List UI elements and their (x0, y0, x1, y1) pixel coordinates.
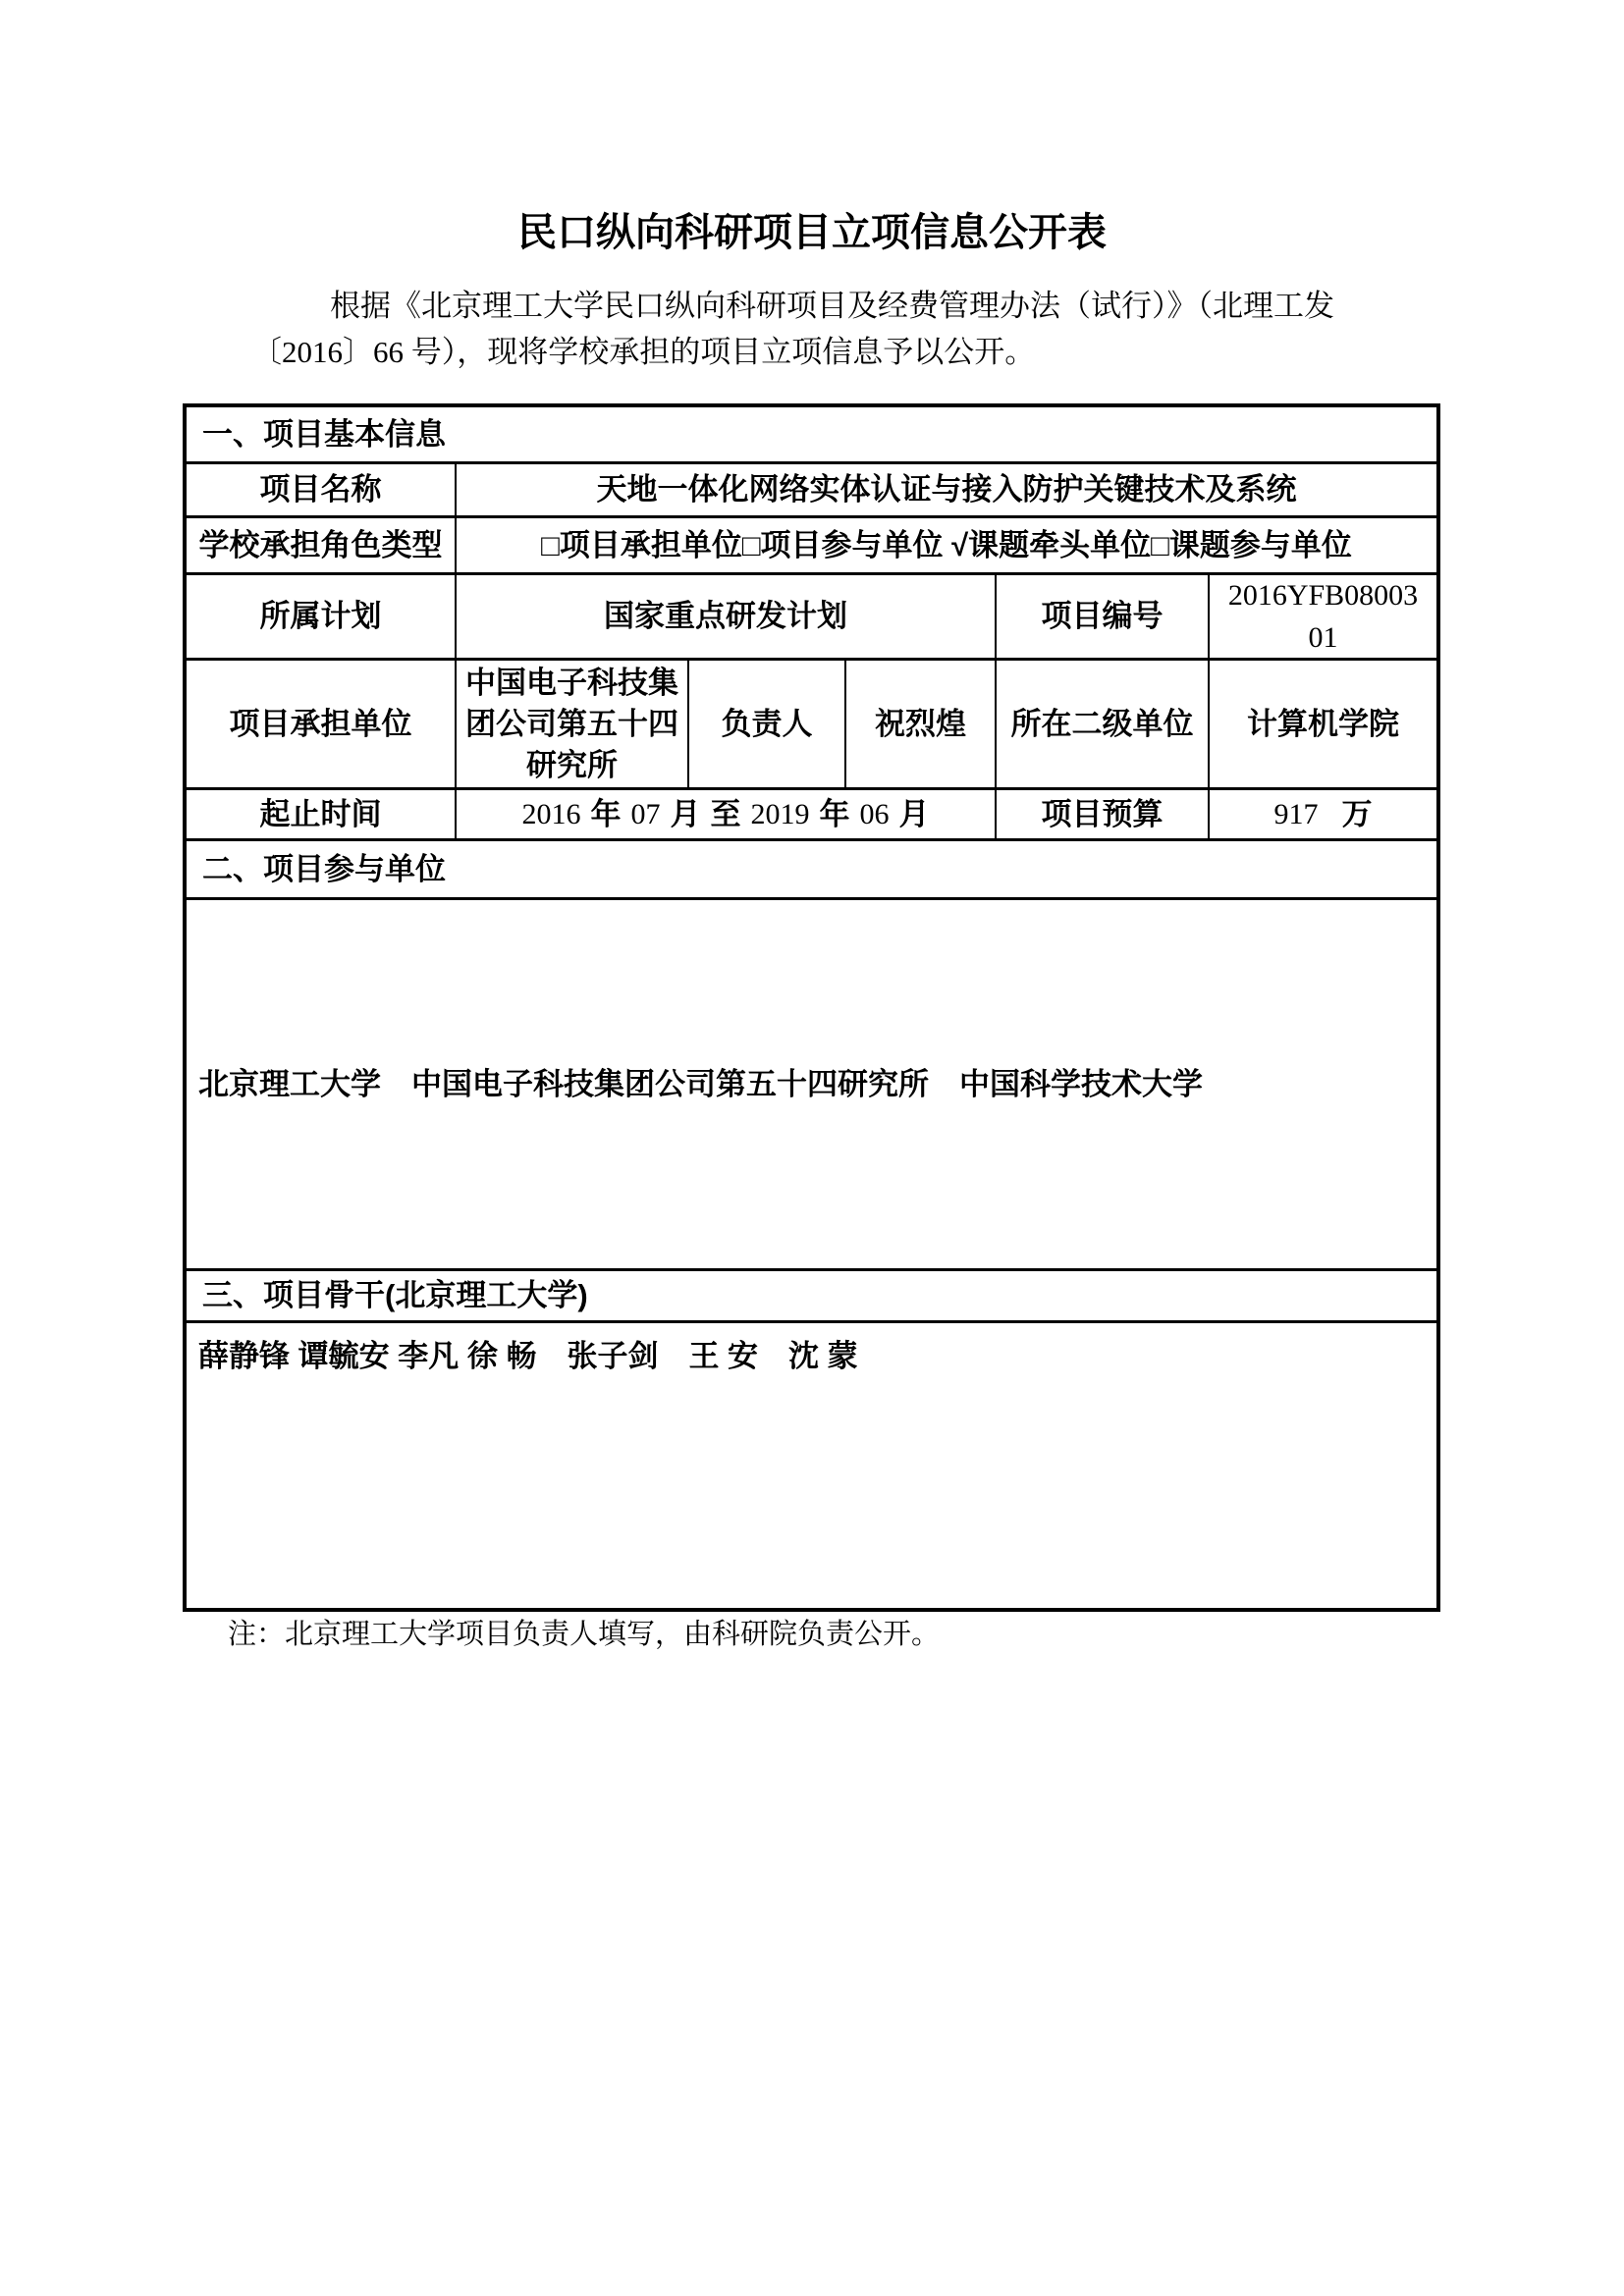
section1-header: 一、项目基本信息 (187, 407, 1436, 464)
duration-end-month: 06 (859, 797, 890, 830)
intro-line-1: 根据《北京理工大学民口纵向科研项目及经费管理办法（试行）》（北理工发 (330, 289, 1334, 323)
duration-start-year: 2016 (521, 797, 581, 830)
duration-year-char-1: 年 (590, 796, 622, 831)
leader-value: 祝烈煌 (846, 661, 997, 790)
undertaker-label: 项目承担单位 (187, 661, 457, 790)
members-value: 薛静锋 谭毓安 李凡 徐 畅 张子剑 王 安 沈 蒙 (198, 1339, 858, 1373)
duration-to-char: 至 (710, 796, 741, 831)
intro-paragraph (251, 283, 1426, 375)
duration-start-month: 07 (630, 797, 661, 830)
leader-label: 负责人 (689, 661, 846, 790)
project-number-cell (1210, 575, 1436, 661)
project-name-label: 项目名称 (187, 464, 457, 518)
duration-year-char-2: 年 (819, 796, 850, 831)
budget-unit: 万 (1341, 796, 1373, 831)
undertaker-value: 中国电子科技集团公司第五十四研究所 (457, 661, 689, 790)
program-value: 国家重点研发计划 (457, 575, 997, 661)
duration-label: 起止时间 (187, 790, 457, 841)
duration-value (457, 790, 997, 841)
budget-amount: 917 (1273, 797, 1319, 830)
participants-value: 北京理工大学 中国电子科技集团公司第五十四研究所 中国科学技术大学 (187, 900, 1436, 1271)
project-number-label: 项目编号 (997, 575, 1210, 661)
duration-month-char-1: 月 (670, 796, 701, 831)
program-label: 所属计划 (187, 575, 457, 661)
secondary-unit-label: 所在二级单位 (997, 661, 1210, 790)
budget-label: 项目预算 (997, 790, 1210, 841)
intro-line-2: 〔2016〕66 号），现将学校承担的项目立项信息予以公开。 (251, 335, 1036, 369)
section3-header: 三、项目骨干(北京理工大学) (187, 1271, 1436, 1323)
section2-header: 二、项目参与单位 (187, 841, 1436, 900)
project-info-table (183, 403, 1440, 1612)
secondary-unit-value: 计算机学院 (1210, 661, 1436, 790)
project-number-value: 2016YFB0800301 (1227, 579, 1419, 654)
duration-end-year: 2019 (750, 797, 810, 830)
budget-value (1210, 790, 1436, 841)
duration-month-char-2: 月 (898, 796, 930, 831)
role-type-label: 学校承担角色类型 (187, 518, 457, 575)
page-title: 民口纵向科研项目立项信息公开表 (517, 210, 1107, 254)
footer-note: 注：北京理工大学项目负责人填写，由科研院负责公开。 (228, 1619, 941, 1650)
project-name-value: 天地一体化网络实体认证与接入防护关键技术及系统 (457, 464, 1436, 518)
role-type-value: □项目承担单位□项目参与单位 √课题牵头单位□课题参与单位 (457, 518, 1436, 575)
